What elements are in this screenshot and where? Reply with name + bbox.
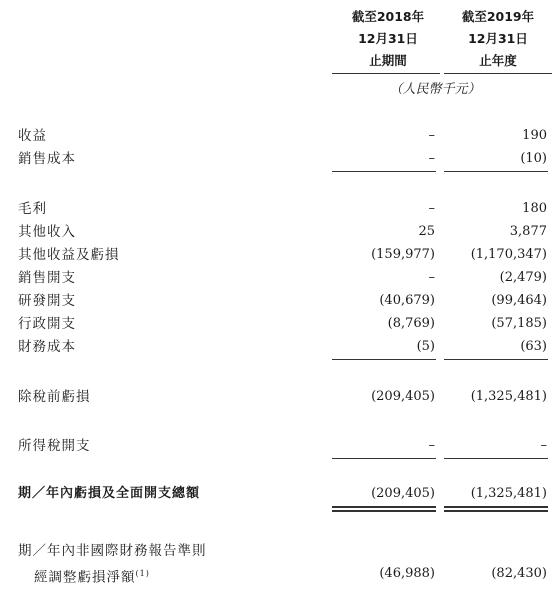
row-label: 行政開支 <box>18 316 76 332</box>
table-row <box>0 484 554 504</box>
row-label: 收益 <box>18 128 47 144</box>
column-header-2018 <box>332 6 444 72</box>
value-2019: (2,479) <box>499 270 547 285</box>
table-row <box>0 337 554 357</box>
value-2018: 25 <box>418 224 435 239</box>
column-header-line: 12月31日 <box>468 31 528 46</box>
value-2018: (209,405) <box>371 486 435 501</box>
table-row <box>0 541 554 561</box>
value-2018: (40,679) <box>379 293 435 308</box>
value-2018: (8,769) <box>387 316 435 331</box>
subtotal-line <box>332 359 436 360</box>
table-row <box>0 126 554 146</box>
column-header-line: 截至2019年 <box>461 9 535 24</box>
column-header-line: 止期間 <box>369 53 407 68</box>
value-2019: (1,325,481) <box>470 486 547 501</box>
value-2019: 3,877 <box>509 224 547 239</box>
row-label-total: 期／年內虧損及全面開支總額 <box>18 486 201 501</box>
row-label: 期／年內非國際財務報告準則 <box>18 543 207 559</box>
value-2018: – <box>428 270 435 285</box>
row-label-text: 經調整虧損淨額 <box>34 569 136 586</box>
row-label: 研發開支 <box>18 293 76 309</box>
table-row <box>0 222 554 242</box>
table-row <box>0 245 554 265</box>
total-double-line <box>332 510 436 512</box>
value-2019: 190 <box>522 128 547 143</box>
value-2018: (159,977) <box>371 247 435 262</box>
value-2018: – <box>428 201 435 216</box>
row-label: 其他收益及虧損 <box>18 247 120 263</box>
column-header-line: 止年度 <box>479 53 517 68</box>
value-2019: 180 <box>522 201 547 216</box>
value-2019: (10) <box>520 151 547 166</box>
total-double-line <box>444 506 548 508</box>
table-row <box>0 268 554 288</box>
value-2019: (57,185) <box>491 316 547 331</box>
value-2019: (1,325,481) <box>470 389 547 404</box>
value-2019: (1,170,347) <box>470 247 547 262</box>
currency-unit: （人民幣千元） <box>389 82 481 97</box>
row-label: 銷售開支 <box>18 270 76 286</box>
header-underline <box>332 73 440 74</box>
subtotal-line <box>332 171 436 172</box>
value-2019: (63) <box>520 339 547 354</box>
row-label: 除稅前虧損 <box>18 389 91 405</box>
total-double-line <box>444 510 548 512</box>
value-2018: (209,405) <box>371 389 435 404</box>
value-2019: (82,430) <box>491 566 547 581</box>
subtotal-line <box>444 171 548 172</box>
table-row <box>0 436 554 456</box>
table-row <box>0 199 554 219</box>
row-label: 銷售成本 <box>18 151 76 167</box>
value-2018: (5) <box>416 339 435 354</box>
column-header-2019 <box>442 6 554 72</box>
table-row <box>0 291 554 311</box>
column-header-line: 12月31日 <box>358 31 418 46</box>
row-label: 所得稅開支 <box>18 438 91 454</box>
row-label <box>34 564 150 588</box>
footnote-marker: (1) <box>135 569 150 578</box>
table-row <box>0 387 554 407</box>
table-row <box>0 564 554 584</box>
table-row <box>0 149 554 169</box>
subtotal-line <box>444 458 548 459</box>
column-header-line: 截至2018年 <box>351 9 425 24</box>
table-row <box>0 314 554 334</box>
value-2018: – <box>428 151 435 166</box>
value-2019: – <box>540 438 547 453</box>
row-label: 財務成本 <box>18 339 76 355</box>
value-2018: – <box>428 438 435 453</box>
value-2019: (99,464) <box>491 293 547 308</box>
row-label: 毛利 <box>18 201 47 217</box>
subtotal-line <box>332 458 436 459</box>
header-underline <box>444 73 552 74</box>
total-double-line <box>332 506 436 508</box>
subtotal-line <box>444 359 548 360</box>
row-label: 其他收入 <box>18 224 76 240</box>
value-2018: – <box>428 128 435 143</box>
value-2018: (46,988) <box>379 566 435 581</box>
